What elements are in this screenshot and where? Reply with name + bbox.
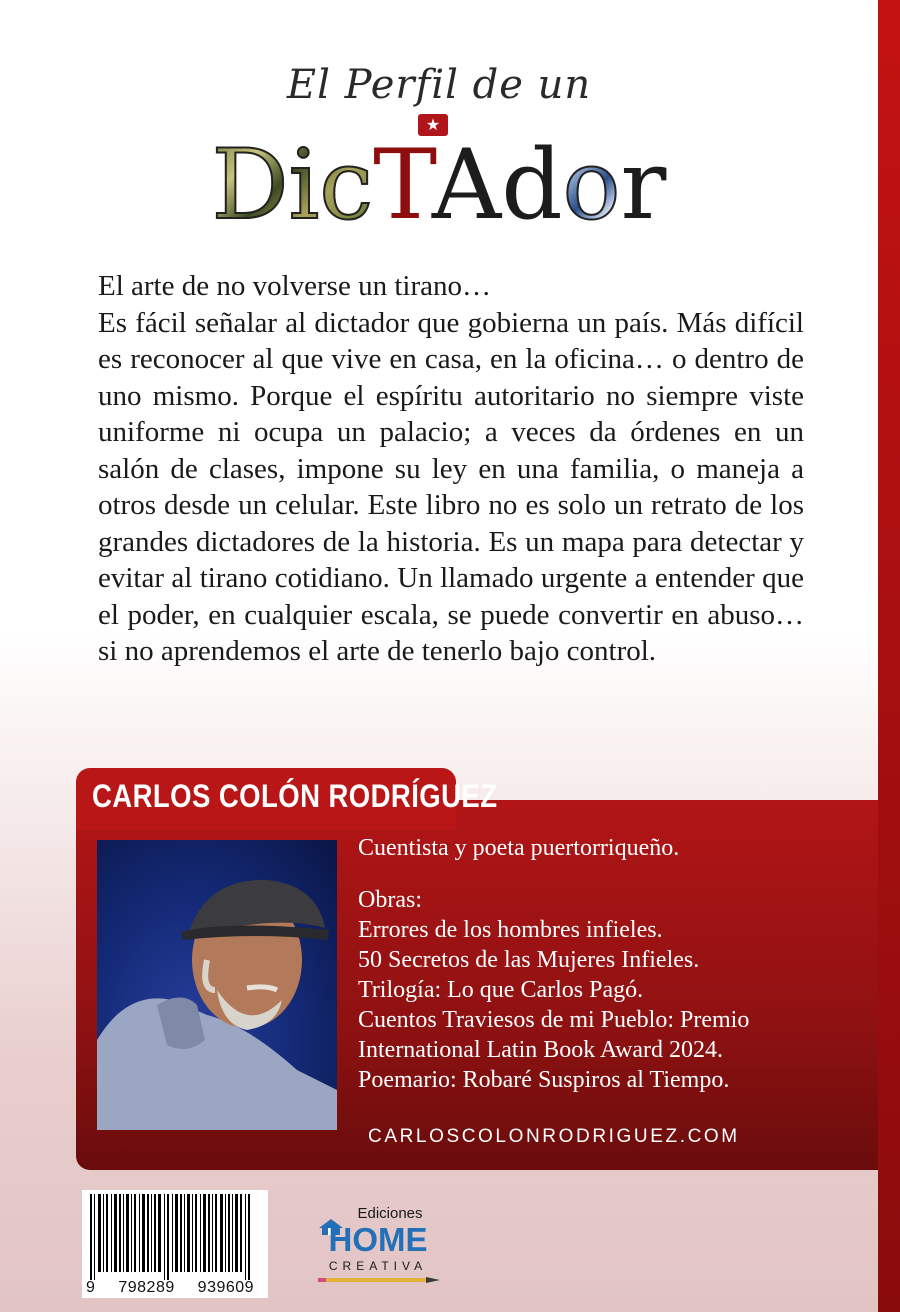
title-letter-o: o bbox=[562, 129, 621, 241]
author-tagline: Cuentista y poeta puertorriqueño. bbox=[358, 835, 680, 861]
pencil-icon bbox=[318, 1276, 440, 1284]
author-bio bbox=[358, 833, 858, 1095]
isbn-number: 9 798289 939609 bbox=[86, 1279, 255, 1296]
publisher-ediciones: Ediciones bbox=[357, 1205, 423, 1222]
title-line-2 bbox=[0, 130, 878, 250]
title-word-dic: Dic bbox=[211, 129, 374, 241]
title-word-ad: Ad bbox=[431, 129, 563, 241]
author-website: CARLOSCOLONRODRIGUEZ.COM bbox=[368, 1126, 740, 1147]
publisher-home: HOME bbox=[328, 1221, 428, 1258]
author-name: CARLOS COLÓN RODRÍGUEZ bbox=[92, 778, 498, 814]
publisher-creativa: CREATIVA bbox=[328, 1259, 428, 1273]
back-cover-blurb bbox=[98, 268, 804, 670]
blurb-intro: El arte de no volverse un tirano… bbox=[98, 270, 491, 302]
star-badge-icon: ★ bbox=[418, 114, 448, 136]
blurb-body: Es fácil señalar al dictador que gobierna un país. Más difícil es reconocer al que vive en casa, en la oficina… o dentro de uno mismo. Porque el espíritu autoritario no siempre viste uniforme ni ocupa un palacio; a veces da órdenes en un salón de clases, impone su ley en una familia, o maneja a otros desde un celular. Este libro no es solo un retrato de los grandes dictadores de la historia. Es un mapa para detectar y evitar al tirano cotidiano. Un llamado urgente a entender que el poder, en cualquier escala, se puede convertir en abuso… si no aprendemos el arte de tenerlo bajo control. bbox=[98, 306, 804, 667]
title-dagger-t: T bbox=[373, 129, 432, 241]
work-item: Errores de los hombres infieles. bbox=[358, 917, 663, 943]
book-spine-edge bbox=[878, 0, 900, 1312]
work-item: Poemario: Robaré Suspiros al Tiempo. bbox=[358, 1067, 730, 1093]
work-item: Cuentos Traviesos de mi Pueblo: Premio bbox=[358, 1007, 750, 1033]
title-letter-r: r bbox=[620, 129, 667, 241]
barcode-bars bbox=[82, 1190, 268, 1280]
works-heading: Obras: bbox=[358, 887, 422, 913]
work-item: Trilogía: Lo que Carlos Pagó. bbox=[358, 977, 644, 1003]
title-line-1: El Perfil de un bbox=[286, 62, 592, 108]
work-item: 50 Secretos de las Mujeres Infieles. bbox=[358, 947, 700, 973]
work-item: International Latin Book Award 2024. bbox=[358, 1037, 724, 1063]
author-photo bbox=[97, 840, 337, 1130]
author-portrait-illustration bbox=[97, 840, 337, 1130]
